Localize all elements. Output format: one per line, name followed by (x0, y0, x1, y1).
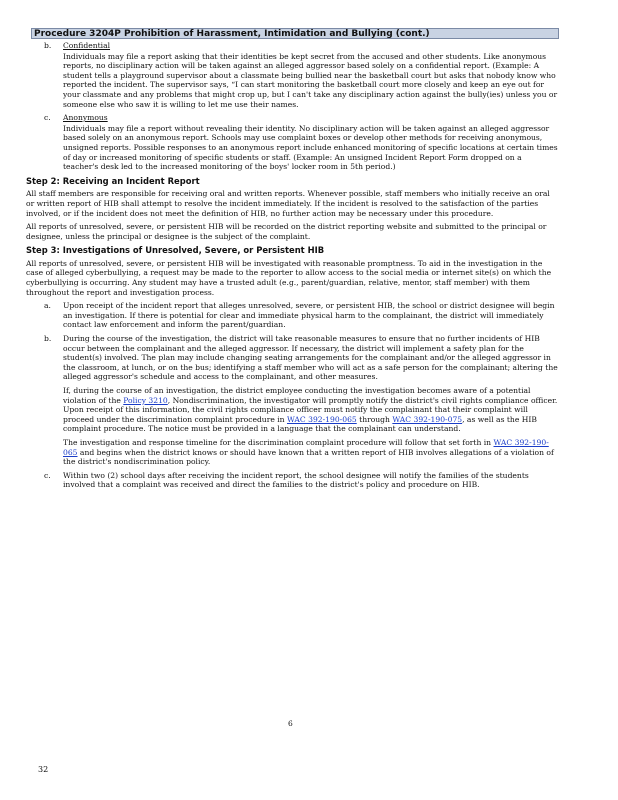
paragraph: All staff members are responsible for receiving oral and written reports. Whenever possible, staff members who initially receive an oral or written report of HIB shall attempt to resolve the incident immediately. If the incident is resolved to the satisfaction of the parties involved, or if the incident does not meet the definition of HIB, no further action may be necessary under this procedure. (26, 189, 550, 218)
list-item-safety-measures (44, 334, 558, 467)
document-page-number: 32 (38, 765, 49, 774)
text-run: and begins when the district knows or should have known that a written report of HIB involves allegations of a violation of the district's nondiscrimination policy. (63, 447, 554, 467)
item-title: Confidential (63, 41, 111, 50)
page-number: 6 (288, 719, 293, 728)
item-text: Individuals may file a report asking that their identities be kept secret from the accused and other students. Like anonymous reports, no disciplinary action will be taken against an alleged aggressor based solely on a confidential report. (Example: A student tells a playground supervisor about a classmate being bullied near the basketball court but asks that nobody know who reported the incident. The supervisor says, “I can start monitoring the basketball court more closely and keep an eye out for your classmate and any problems that might crop up, but I can't take any disciplinary action against the bully(ies) unless you or someone else who saw it is willing to let me use their names. (63, 51, 558, 109)
item-text: Individuals may file a report without revealing their identity. No disciplinary action will be taken against an alleged aggressor based solely on an anonymous report. Schools may use complaint boxes or develop other methods for receiving anonymous, unsigned reports. Possible responses to an anonymous report include enhanced monitoring of specific locations at certain times of day or increased monitoring of specific students or staff. (Example: An unsigned Incident Report Form dropped on a teacher's desk led to the increased monitoring of the boys' locker room in 5th period.) (63, 123, 558, 172)
procedure-header (31, 28, 559, 39)
list-item-investigation-start (44, 301, 558, 330)
text-run: , Nondiscrimination, the investigator will promptly notify the district's civil rights compliance officer. Upon receipt of this information, the civil rights compliance officer must notify the complainant that their complaint will proceed under the discrimination complaint procedure in (63, 395, 558, 424)
text-run: The investigation and response timeline for the discrimination complaint procedure will follow that set forth in (63, 437, 494, 447)
list-label: b. (44, 334, 52, 344)
document-body (26, 41, 558, 490)
list-item-family-notification (44, 471, 558, 490)
step3-heading: Step 3: Investigations of Unresolved, Severe, or Persistent HIB (26, 245, 325, 256)
item-text: Within two (2) school days after receiving the incident report, the school designee will notify the families of the students involved that a complaint was received and direct the families to the district's policy and procedure on HIB. (63, 470, 529, 490)
paragraph: All reports of unresolved, severe, or persistent HIB will be recorded on the district reporting website and submitted to the principal or designee, unless the principal or designee is the subject of the complaint. (26, 222, 547, 241)
paragraph: All reports of unresolved, severe, or persistent HIB will be investigated with reasonable promptness. To aid in the investigation in the case of alleged cyberbullying, a request may be made to the reporter to allow access to the social media or internet site(s) on which the cyberbullying is occurring. Any student may have a trusted adult (e.g., parent/guardian, relative, mentor, staff member) with them throughout the report and investigation process. (26, 258, 552, 297)
step2-heading: Step 2: Receiving an Incident Report (26, 175, 200, 186)
procedure-title: Procedure 3204P Prohibition of Harassment, Intimidation and Bullying (cont.) (34, 29, 430, 39)
wac-392-190-065-link[interactable]: WAC 392-190-065 (286, 414, 357, 424)
list-item-anonymous (44, 113, 558, 172)
list-label: c. (44, 113, 51, 123)
timeline-paragraph (63, 438, 558, 467)
policy-3210-link[interactable]: Policy 3210 (123, 395, 168, 405)
text-run: , as well as the HIB complaint procedure. The notice must be provided in a language that the complainant can understand. (63, 414, 537, 434)
list-label: b. (44, 41, 52, 50)
civil-rights-paragraph (63, 386, 558, 434)
item-text: During the course of the investigation, the district will take reasonable measures to ensure that no further incidents of HIB occur between the complainant and the alleged aggressor. If necessary, the district will implement a safety plan for the student(s) involved. The plan may include changing seating arrangements for the complainant and/or the alleged aggressor in the classroom, at lunch, or on the bus; identifying a staff member who will act as a safe person for the complainant; altering the alleged aggressor's schedule and access to the complainant, and other measures. (63, 334, 558, 382)
list-label: a. (44, 301, 51, 311)
item-title: Anonymous (63, 113, 108, 123)
text-run: If, during the course of an investigation, the district employee conducting the investigation becomes aware of a potential violation of the (63, 386, 531, 405)
wac-392-190-065-link[interactable]: WAC 392-190-065 (63, 437, 549, 457)
list-label: c. (44, 470, 51, 480)
list-item-confidential (44, 41, 558, 109)
item-text: Upon receipt of the incident report that alleges unresolved, severe, or persistent HIB, the school or district designee will begin an investigation. If there is potential for clear and immediate physical harm to the complainant, the district will immediately contact law enforcement and inform the parent/guardian. (63, 301, 555, 330)
wac-392-190-075-link[interactable]: WAC 392-190-075 (392, 414, 463, 424)
text-run: through (356, 414, 393, 424)
